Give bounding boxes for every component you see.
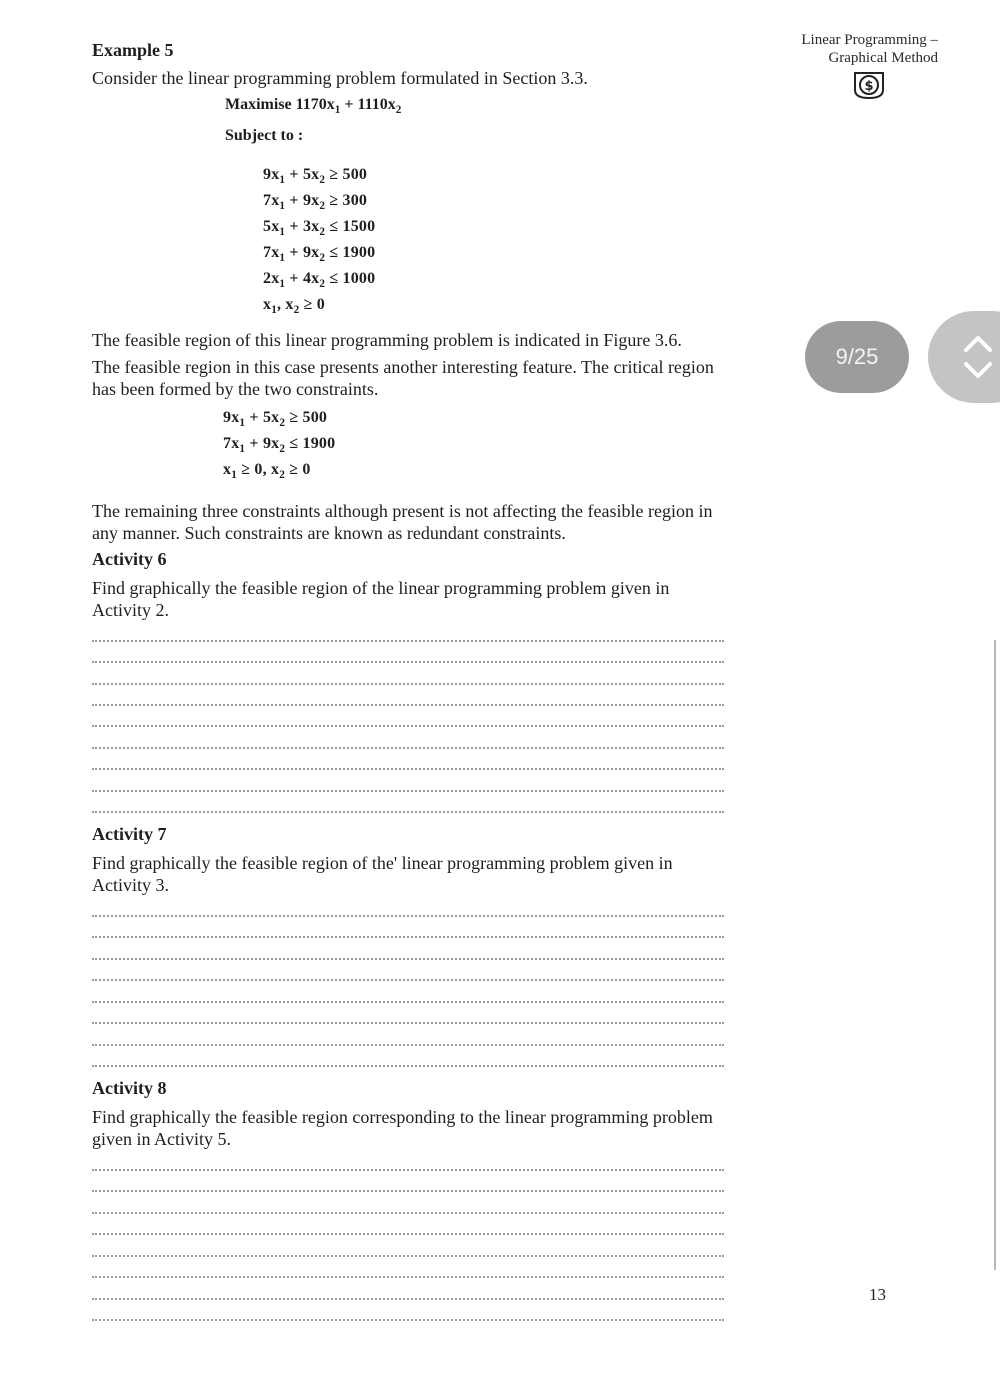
answer-line[interactable]: [92, 1212, 724, 1214]
answer-line[interactable]: [92, 811, 724, 813]
constraint-nonnegativity: $x_1$, $x_2 \ge 0$: [263, 296, 325, 317]
critical-constraint-1: $9x_1 + 5x_2 \ge 500$: [223, 409, 328, 430]
critical-constraint-2: $7x_1 + 9x_2 \le 1900$: [223, 435, 336, 456]
activity-8-text-line2: given in Activity 5.: [92, 1129, 231, 1149]
answer-line[interactable]: [92, 1169, 724, 1171]
activity-7-heading: Activity 7: [92, 824, 167, 844]
constraint-3: $5x_1 + 3x_2 \le 1500$: [263, 218, 376, 239]
subject-to-label: Subject to :: [225, 127, 304, 144]
running-head: [801, 31, 938, 67]
constraint-1: $9x_1 + 5x_2 \ge 500$: [263, 166, 368, 187]
answer-line[interactable]: [92, 1233, 724, 1235]
paragraph-redundant-line2: any manner. Such constraints are known as redundant constraints.: [92, 523, 566, 543]
answer-line[interactable]: [92, 936, 724, 938]
paragraph-redundant-line1: The remaining three constraints although present is not affecting the feasible region in: [92, 501, 713, 521]
constraint-2: $7x_1 + 9x_2 \ge 300$: [263, 192, 368, 213]
activity-6-heading: Activity 6: [92, 549, 167, 569]
chevron-down-icon: [958, 357, 998, 385]
answer-line[interactable]: [92, 704, 724, 706]
answer-line[interactable]: [92, 768, 724, 770]
scan-edge-shadow: [994, 640, 996, 1270]
activity-7-text-line2: Activity 3.: [92, 875, 169, 895]
example-5-heading: Example 5: [92, 40, 174, 60]
constraint-5: $2x_1 + 4x_2 \le 1000$: [263, 270, 376, 291]
next-page-button[interactable]: [958, 357, 998, 385]
activity-8-heading: Activity 8: [92, 1078, 167, 1098]
constraint-4: $7x_1 + 9x_2 \le 1900$: [263, 244, 376, 265]
chevron-up-icon: [958, 329, 998, 357]
answer-line[interactable]: [92, 725, 724, 727]
answer-line[interactable]: [92, 1298, 724, 1300]
activity-8-text-line1: Find graphically the feasible region corresponding to the linear programming problem: [92, 1107, 713, 1127]
example-5-intro: Consider the linear programming problem formulated in Section 3.3.: [92, 68, 588, 88]
answer-line[interactable]: [92, 1190, 724, 1192]
answer-line[interactable]: [92, 661, 724, 663]
answer-line[interactable]: [92, 915, 724, 917]
page-indicator: [805, 321, 909, 393]
paragraph-feasible-region: The feasible region of this linear programming problem is indicated in Figure 3.6.: [92, 330, 682, 350]
paragraph-critical-region-line2: has been formed by the two constraints.: [92, 379, 379, 399]
answer-line[interactable]: [92, 1319, 724, 1321]
answer-line[interactable]: [92, 958, 724, 960]
answer-line[interactable]: [92, 1255, 724, 1257]
answer-line[interactable]: [92, 1276, 724, 1278]
objective-function: Maximise $1170x_1 + 1110x_2$: [225, 96, 402, 117]
objective-term-2: 1110x: [357, 96, 396, 113]
answer-line[interactable]: [92, 1001, 724, 1003]
answer-line[interactable]: [92, 683, 724, 685]
svg-text:$: $: [864, 79, 874, 94]
answer-line[interactable]: [92, 640, 724, 642]
activity-6-text-line1: Find graphically the feasible region of the linear programming problem given in: [92, 578, 670, 598]
paragraph-critical-region-line1: The feasible region in this case presents another interesting feature. The critical region: [92, 357, 714, 377]
answer-line[interactable]: [92, 979, 724, 981]
activity-6-text-line2: Activity 2.: [92, 600, 169, 620]
objective-label: Maximise: [225, 96, 292, 113]
critical-nonnegativity: $x_1 \ge 0$, $x_2 \ge 0$: [223, 461, 311, 482]
answer-line[interactable]: [92, 1044, 724, 1046]
answer-line[interactable]: [92, 747, 724, 749]
running-head-line2: Graphical Method: [828, 50, 938, 66]
page-number: 13: [869, 1285, 886, 1304]
previous-page-button[interactable]: [958, 329, 998, 357]
answer-line[interactable]: [92, 1065, 724, 1067]
answer-line[interactable]: [92, 1022, 724, 1024]
dollar-coin-icon: [852, 70, 886, 100]
running-head-line1: Linear Programming –: [801, 32, 938, 48]
answer-line[interactable]: [92, 790, 724, 792]
page-indicator-text: 9/25: [835, 344, 879, 369]
activity-7-text-line1: Find graphically the feasible region of the' linear programming problem given in: [92, 853, 673, 873]
objective-term-1: 1170x: [295, 96, 335, 113]
